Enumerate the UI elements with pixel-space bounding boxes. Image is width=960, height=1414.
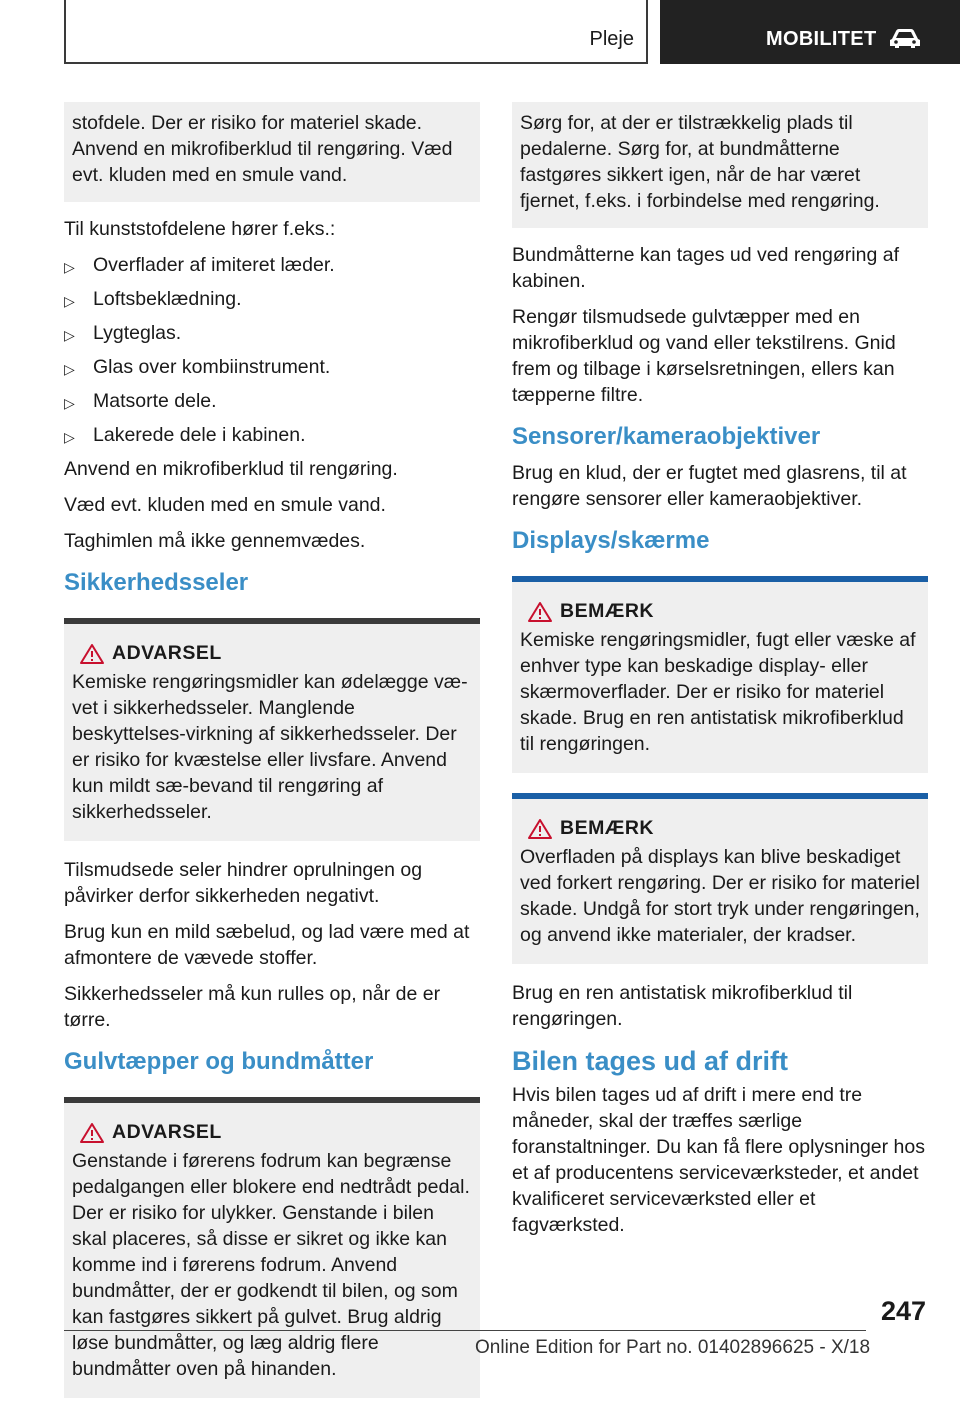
triangle-bullet-icon: ▷ — [64, 259, 75, 275]
header-chapter-label: MOBILITET — [766, 28, 877, 50]
section-heading-floor-mats: Gulvtæpper og bundmåtter — [64, 1048, 374, 1075]
body-paragraph: Sikkerhedsseler må kun rulles op, når de er tørre. — [64, 983, 441, 1031]
triangle-bullet-icon: ▷ — [64, 395, 75, 411]
warning-triangle-icon — [520, 601, 560, 623]
car-icon — [888, 27, 922, 49]
header-section-frame — [64, 0, 648, 64]
warning-title: ADVARSEL — [112, 642, 222, 664]
list-item: ▷ Glas over kombiinstrument. — [64, 354, 480, 382]
body-paragraph: Brug en ren antistatisk mikrofiberklud til rengøringen. — [512, 982, 853, 1030]
triangle-bullet-icon: ▷ — [64, 327, 75, 343]
footer-edition: Online Edition for Part no. 01402896625 - X/18 — [475, 1337, 871, 1358]
section-heading-displays: Displays/skærme — [512, 527, 710, 554]
page-number: 247 — [880, 1296, 926, 1326]
section-heading-sensors: Sensorer/kameraobjektiver — [512, 423, 821, 450]
body-paragraph: Anvend en mikrofiberklud til rengøring. — [64, 458, 398, 480]
notice-title: BEMÆRK — [560, 817, 654, 839]
notice-text: Kemiske rengøringsmidler, fugt eller væske af enhver type kan beskadige display- eller skærmoverflader. Der er risiko for materiel skade. Brug en ren antistatisk mikrofiberklud til rengøringen. — [520, 629, 916, 755]
warning-box-floor-mats — [64, 1097, 480, 1398]
warning-title: ADVARSEL — [112, 1121, 222, 1143]
left-column — [64, 102, 480, 1414]
list-item: ▷ Overflader af imiteret læder. — [64, 252, 480, 280]
warning-triangle-icon — [72, 1122, 112, 1144]
body-paragraph: Hvis bilen tages ud af drift i mere end tre måneder, skal der træffes særlige foranstaltninger. Du kan få flere oplysninger hos et af producentens serviceværksteder, et andet kvalificeret serviceværksted eller et fagværksted. — [512, 1084, 925, 1236]
plastic-parts-intro: Til kunststofdelene hører f.eks.: — [64, 218, 336, 240]
section-heading-seatbelts: Sikkerhedsseler — [64, 569, 249, 596]
plastic-parts-list — [64, 252, 480, 450]
list-item: ▷ Lakerede dele i kabinen. — [64, 422, 480, 450]
continued-warning-text: stofdele. Der er risiko for materiel skade. Anvend en mikrofiberklud til rengøring. Væd evt. kluden med en smule vand. — [72, 112, 453, 186]
warning-text: Genstande i førerens fodrum kan begrænse pedalgangen eller blokere end nedtrådt pedal. Der er risiko for ulykker. Genstande i bilen skal placeres, så disse er sikret og ikke kan komme ind i førerens fodrum. Anvend bundmåtter, der er godkendt til bilen, og som kan fastgøres sikkert på gulvet. Brug aldrig løse bundmåtter, og læg aldrig flere bundmåtter oven på hinanden. — [72, 1150, 470, 1380]
list-item: ▷ Loftsbeklædning. — [64, 286, 480, 314]
footer-divider — [64, 1330, 866, 1331]
header-section-label: Pleje — [589, 28, 634, 50]
notice-box-displays-pressure — [512, 793, 928, 964]
triangle-bullet-icon: ▷ — [64, 429, 75, 445]
triangle-bullet-icon: ▷ — [64, 361, 75, 377]
list-item: ▷ Lygteglas. — [64, 320, 480, 348]
triangle-bullet-icon: ▷ — [64, 293, 75, 309]
body-paragraph: Brug kun en mild sæbelud, og lad være med at afmontere de vævede stoffer. — [64, 921, 470, 969]
warning-triangle-icon — [520, 818, 560, 840]
body-paragraph: Taghimlen må ikke gennemvædes. — [64, 530, 366, 552]
body-paragraph: Brug en klud, der er fugtet med glasrens, til at rengøre sensorer eller kameraobjektiver. — [512, 462, 907, 510]
right-column — [512, 102, 928, 1248]
warning-box-seatbelts — [64, 618, 480, 841]
body-paragraph: Tilsmudsede seler hindrer oprulningen og påvirker derfor sikkerheden negativt. — [64, 859, 423, 907]
body-paragraph: Bundmåtterne kan tages ud ved rengøring af kabinen. — [512, 244, 899, 292]
notice-title: BEMÆRK — [560, 600, 654, 622]
list-item: ▷ Matsorte dele. — [64, 388, 480, 416]
header-chapter-tab — [660, 0, 960, 64]
continued-warning-box — [64, 102, 480, 202]
notice-text: Overfladen på displays kan blive beskadiget ved forkert rengøring. Der er risiko for materiel skade. Undgå for stort tryk under rengøringen, og anvend ikke materialer, der kradser. — [520, 846, 920, 946]
notice-box-displays-chemicals — [512, 576, 928, 773]
continued-warning-text: Sørg for, at der er tilstrækkelig plads til pedalerne. Sørg for, at bundmåtterne fastgøres sikkert igen, når de har været fjernet, f.eks. i forbindelse med rengøring. — [520, 112, 880, 212]
body-paragraph: Væd evt. kluden med en smule vand. — [64, 494, 386, 516]
warning-triangle-icon — [72, 643, 112, 665]
continued-warning-box — [512, 102, 928, 228]
warning-text: Kemiske rengøringsmidler kan ødelægge væ-vet i sikkerhedsseler. Manglende beskyttelses-virkning af sikkerhedsseler. Der er risiko for kvæstelse eller livsfare. Anvend kun mildt sæ-bevand til rengøring af sikkerhedsseler. — [72, 671, 468, 823]
section-heading-storage: Bilen tages ud af drift — [512, 1046, 789, 1076]
body-paragraph: Rengør tilsmudsede gulvtæpper med en mikrofiberklud og vand eller tekstilrens. Gnid frem og tilbage i kørselsretningen, ellers kan tæpperne filtre. — [512, 306, 896, 406]
